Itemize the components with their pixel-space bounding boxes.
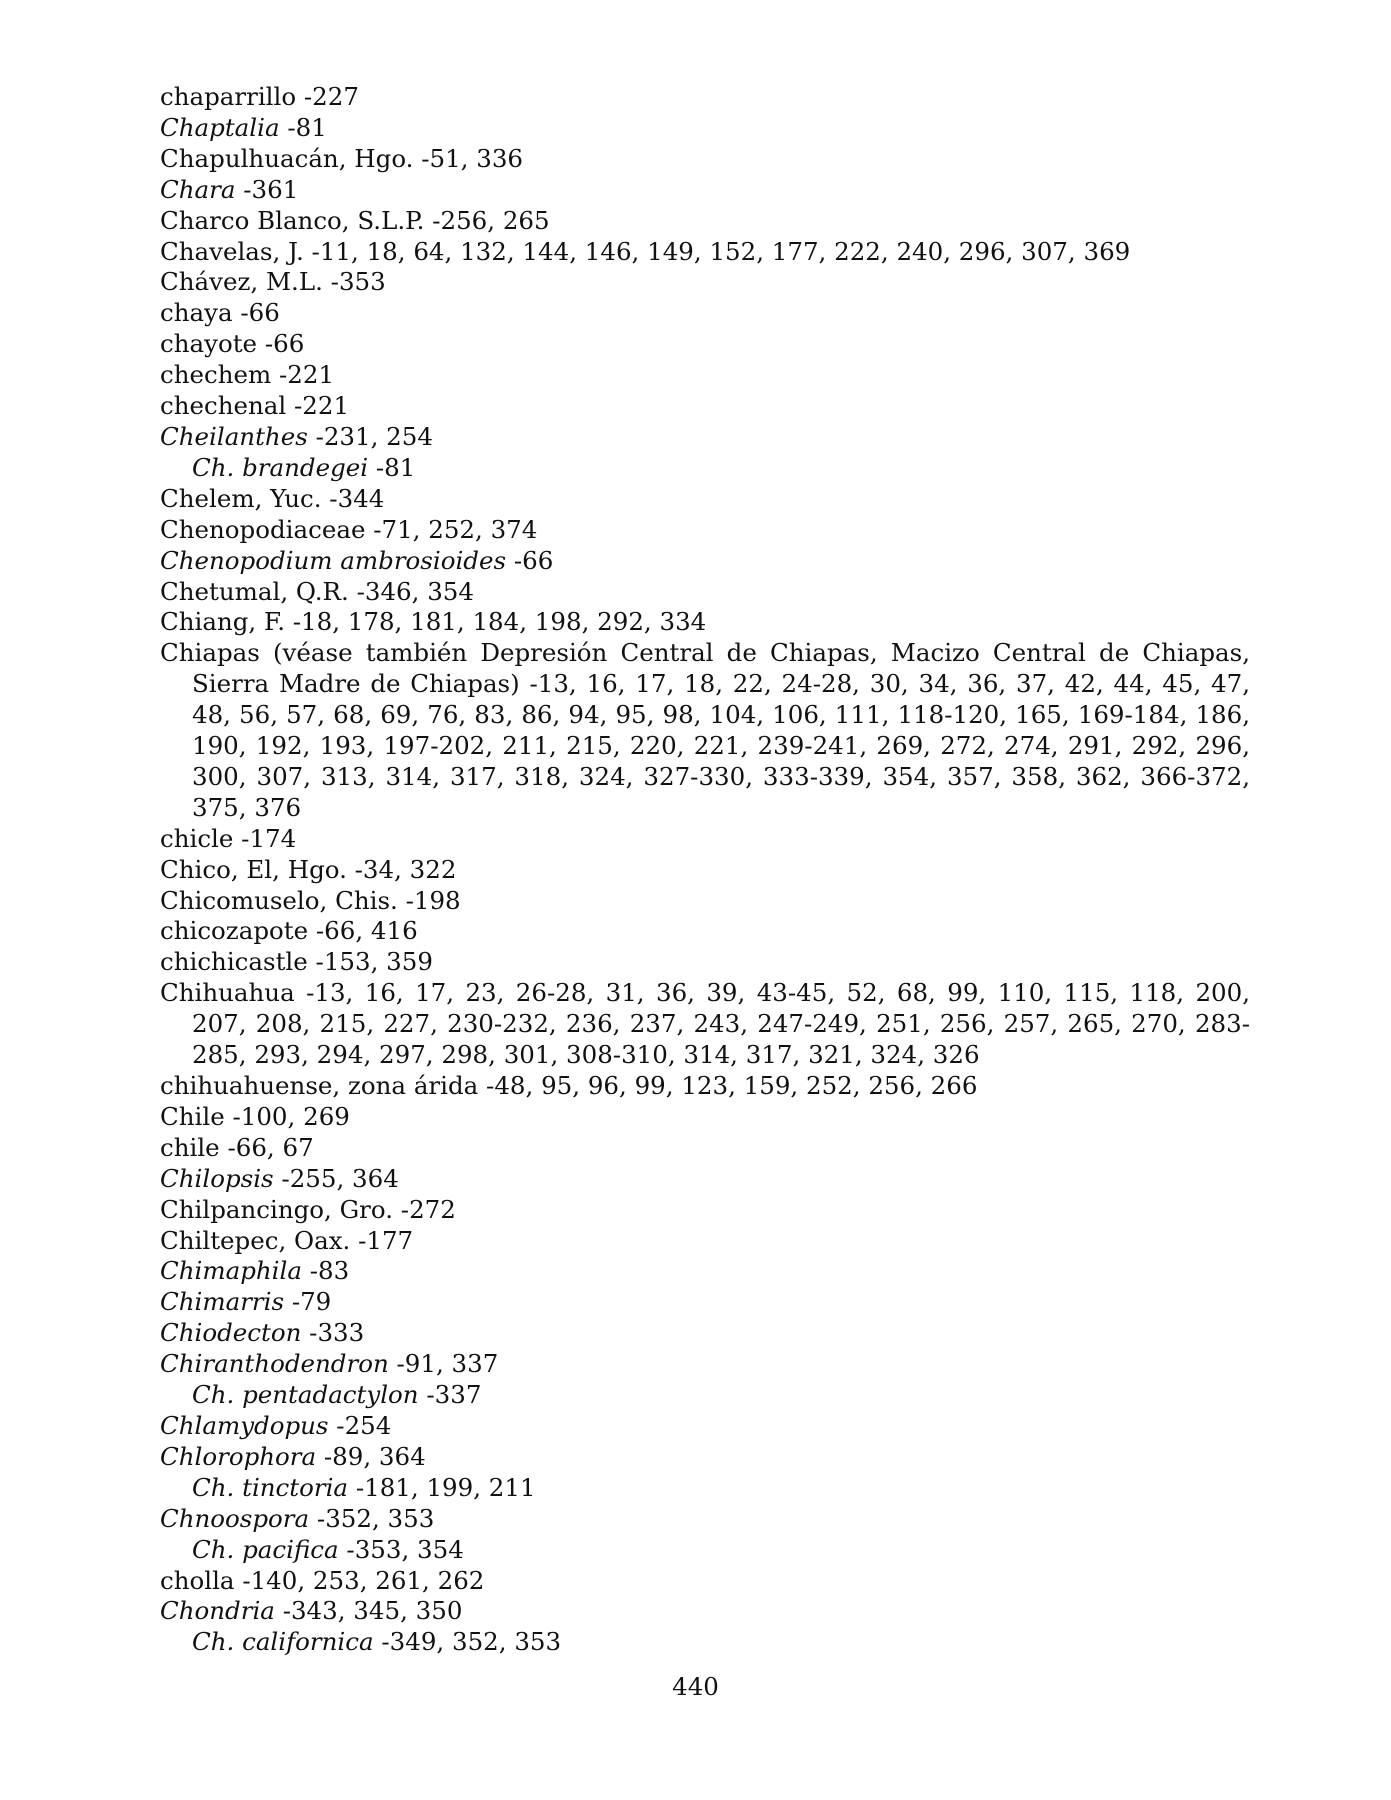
index-entry: chicozapote -66, 416 — [160, 916, 418, 946]
index-entry: Chile -100, 269 — [160, 1101, 350, 1131]
index-list — [160, 82, 1250, 1658]
index-entry: chihuahuense, zona árida -48, 95, 96, 99, 123, 159, 252, 256, 266 — [160, 1071, 978, 1100]
index-entry: Chondria -343, 345, 350 — [160, 1596, 463, 1626]
index-entry: Chiranthodendron -91, 337 — [160, 1349, 499, 1379]
index-entry: chile -66, 67 — [160, 1132, 314, 1162]
index-entry: Chihuahua -13, 16, 17, 23, 26-28, 31, 36, 39, 43-45, 52, 68, 99, 110, 115, 118, 200, 207, 208, 215, 227, 230-232, 236, 237, 243, 247-249, 251, 256, 257, 265, 270, 283-285, 293, 294, 297, 298, 301, 308-310, 314, 317, 321, 324, 326 — [160, 978, 1250, 1070]
index-entry: chaparrillo -227 — [160, 82, 359, 111]
index-entry: Chavelas, J. -11, 18, 64, 132, 144, 146, 149, 152, 177, 222, 240, 296, 307, 369 — [160, 236, 1131, 266]
index-entry: Chaptalia -81 — [160, 112, 327, 142]
index-entry: chayote -66 — [160, 329, 305, 359]
index-entry: Chávez, M.L. -353 — [160, 267, 386, 297]
index-entry: Chapulhuacán, Hgo. -51, 336 — [160, 143, 524, 173]
index-entry: Chlamydopus -254 — [160, 1410, 392, 1440]
index-entry: Chilopsis -255, 364 — [160, 1163, 399, 1193]
index-entry: Chimaphila -83 — [160, 1256, 350, 1286]
index-subentry: Ch. californica -349, 352, 353 — [192, 1627, 562, 1657]
index-entry: Chetumal, Q.R. -346, 354 — [160, 576, 474, 606]
index-entry: Chenopodium ambrosioides -66 — [160, 545, 554, 575]
index-entry: Chenopodiaceae -71, 252, 374 — [160, 514, 538, 544]
index-entry: Chnoospora -352, 353 — [160, 1503, 435, 1533]
index-entry: Chiang, F. -18, 178, 181, 184, 198, 292, 334 — [160, 607, 707, 637]
index-entry: Chilpancingo, Gro. -272 — [160, 1194, 456, 1224]
index-entry: cholla -140, 253, 261, 262 — [160, 1565, 485, 1595]
index-entry: Chimarris -79 — [160, 1287, 332, 1317]
index-entry: chichicastle -153, 359 — [160, 947, 433, 977]
index-entry: Chiapas (véase también Depresión Central de Chiapas, Macizo Central de Chiapas, Sierra Madre de Chiapas) -13, 16, 17, 18, 22, 24-28, 30, 34, 36, 37, 42, 44, 45, 47, 48, 56, 57, 68, 69, 76, 83, 86, 94, 95, 98, 104, 106, 111, 118-120, 165, 169-184, 186, 190, 192, 193, 197-202, 211, 215, 220, 221, 239-241, 269, 272, 274, 291, 292, 296, 300, 307, 313, 314, 317, 318, 324, 327-330, 333-339, 354, 357, 358, 362, 366-372, 375, 376 — [160, 638, 1250, 822]
index-subentry: Ch. pentadactylon -337 — [192, 1380, 482, 1410]
index-subentry: Ch. pacifica -353, 354 — [192, 1534, 464, 1564]
page-number: 440 — [672, 1672, 719, 1701]
index-entry: chechem -221 — [160, 360, 335, 390]
index-entry: Chicomuselo, Chis. -198 — [160, 885, 461, 915]
index-entry: Chara -361 — [160, 174, 299, 204]
index-entry: Chico, El, Hgo. -34, 322 — [160, 854, 457, 884]
index-subentry: Ch. brandegei -81 — [192, 452, 416, 482]
index-entry: chicle -174 — [160, 823, 297, 853]
index-entry: Cheilanthes -231, 254 — [160, 421, 433, 451]
index-entry: chechenal -221 — [160, 391, 350, 421]
index-entry: Chiodecton -333 — [160, 1318, 365, 1348]
index-entry: Chiltepec, Oax. -177 — [160, 1225, 414, 1255]
index-entry: Charco Blanco, S.L.P. -256, 265 — [160, 205, 550, 235]
index-entry: chaya -66 — [160, 298, 280, 328]
index-subentry: Ch. tinctoria -181, 199, 211 — [192, 1472, 536, 1502]
index-entry: Chelem, Yuc. -344 — [160, 483, 385, 513]
index-entry: Chlorophora -89, 364 — [160, 1441, 426, 1471]
